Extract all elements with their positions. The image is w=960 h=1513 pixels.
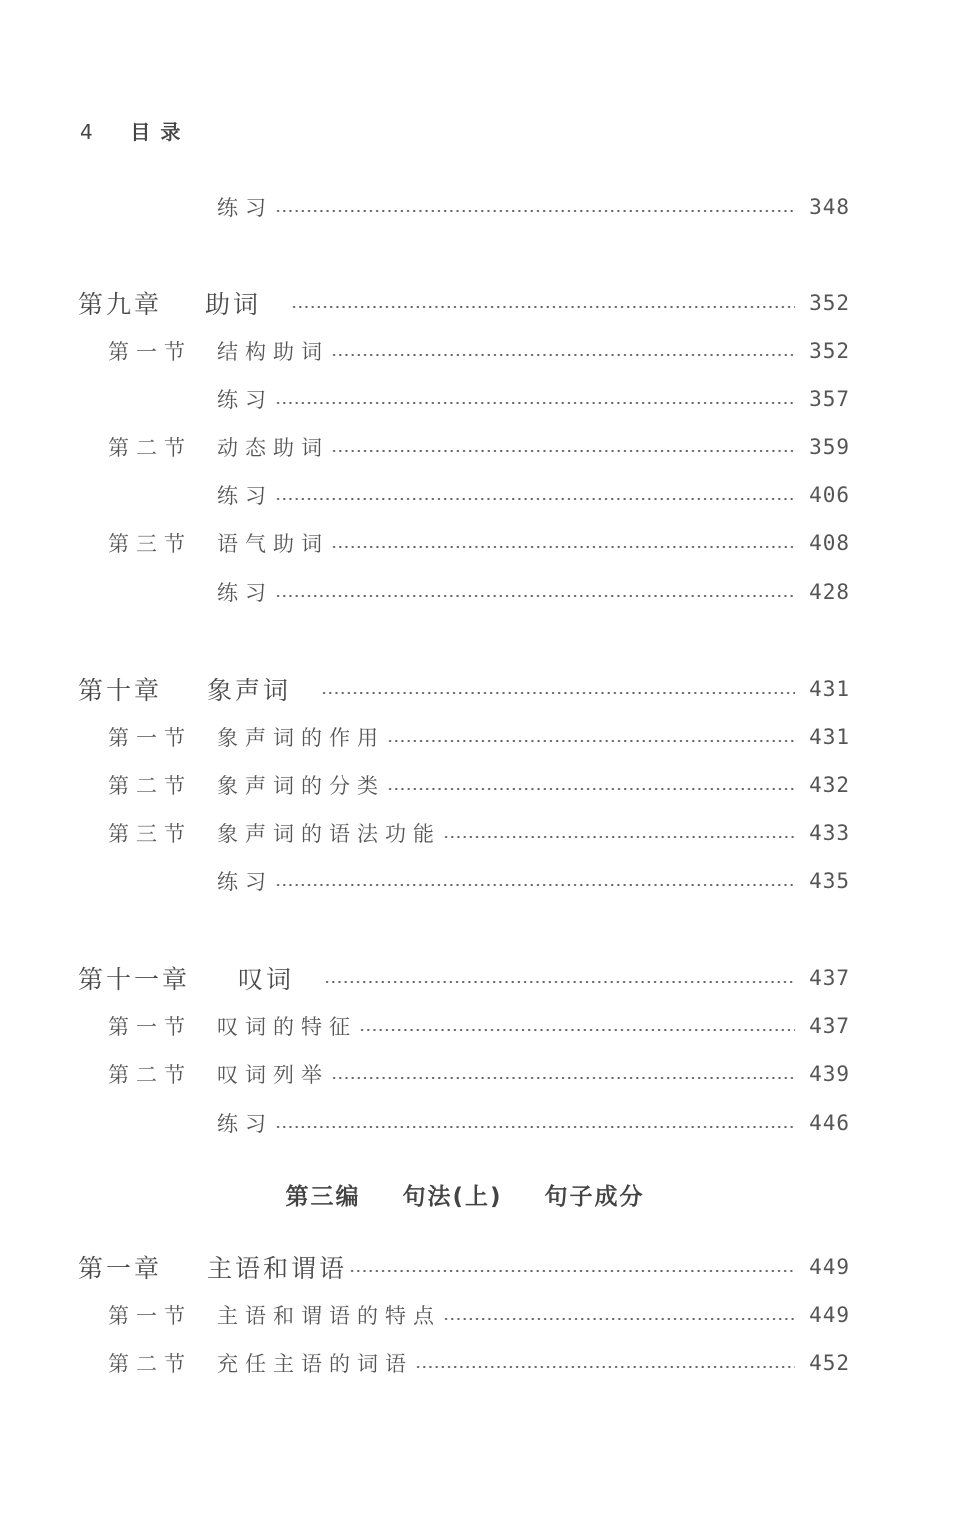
entry-page-number: 431 xyxy=(809,725,850,749)
entry-label: 第一节 xyxy=(108,726,192,750)
entry-title: 象声词的语法功能 xyxy=(217,822,441,846)
toc-entry-practice[interactable] xyxy=(0,478,850,512)
entry-title: 主语和谓语的特点 xyxy=(217,1304,441,1328)
entry-title: 主语和谓语 xyxy=(207,1254,348,1283)
entry-page-number: 408 xyxy=(809,531,850,555)
entry-title: 充任主语的词语 xyxy=(217,1352,413,1376)
toc-entry-chapter[interactable] xyxy=(0,672,850,706)
entry-label: 第一节 xyxy=(108,1304,192,1328)
dot-leader xyxy=(291,306,795,308)
page-number: 4 xyxy=(80,120,93,144)
dot-leader xyxy=(415,1366,795,1368)
dot-leader xyxy=(387,740,795,742)
entry-label: 第二节 xyxy=(108,774,192,798)
entry-page-number: 431 xyxy=(809,677,850,701)
entry-title: 叹词 xyxy=(238,965,295,994)
toc-entry-section[interactable] xyxy=(0,334,850,368)
dot-leader xyxy=(275,402,795,404)
dot-leader xyxy=(331,546,795,548)
dot-leader xyxy=(443,836,795,838)
entry-page-number: 359 xyxy=(809,435,850,459)
entry-label: 第二节 xyxy=(108,1063,192,1087)
toc-entry-section[interactable] xyxy=(0,768,850,802)
header-title: 目录 xyxy=(130,120,191,144)
toc-entry-practice[interactable] xyxy=(0,1106,850,1140)
toc-entry-section[interactable] xyxy=(0,1298,850,1332)
entry-page-number: 433 xyxy=(809,821,850,845)
entry-label: 第九章 xyxy=(78,290,163,319)
toc-entry-chapter[interactable] xyxy=(0,1250,850,1284)
dot-leader xyxy=(275,210,795,212)
dot-leader xyxy=(324,981,795,983)
toc-entry-practice[interactable] xyxy=(0,575,850,609)
entry-label: 第二节 xyxy=(108,436,192,460)
dot-leader xyxy=(275,884,795,886)
dot-leader xyxy=(387,788,795,790)
toc-entry-chapter[interactable] xyxy=(0,961,850,995)
entry-title: 练习 xyxy=(217,196,273,220)
dot-leader xyxy=(359,1029,795,1031)
entry-page-number: 352 xyxy=(809,339,850,363)
dot-leader xyxy=(443,1318,795,1320)
entry-page-number: 348 xyxy=(809,195,850,219)
entry-label: 第二节 xyxy=(108,1352,192,1376)
entry-page-number: 437 xyxy=(809,966,850,990)
toc-entry-chapter[interactable] xyxy=(0,286,850,320)
entry-title: 练习 xyxy=(217,484,273,508)
dot-leader xyxy=(275,595,795,597)
entry-page-number: 357 xyxy=(809,387,850,411)
entry-title: 叹词的特征 xyxy=(217,1015,357,1039)
entry-page-number: 428 xyxy=(809,580,850,604)
toc-entry-section[interactable] xyxy=(0,526,850,560)
toc-entry-section[interactable] xyxy=(0,1057,850,1091)
entry-title: 语气助词 xyxy=(217,532,329,556)
entry-title: 象声词的作用 xyxy=(217,726,385,750)
entry-page-number: 435 xyxy=(809,869,850,893)
entry-label: 第三节 xyxy=(108,532,192,556)
dot-leader xyxy=(321,692,795,694)
toc-entry-practice[interactable] xyxy=(0,864,850,898)
entry-label: 第十一章 xyxy=(78,965,191,994)
entry-label: 第三节 xyxy=(108,822,192,846)
toc-entry-section[interactable] xyxy=(0,816,850,850)
entry-title: 练习 xyxy=(217,1112,273,1136)
toc-entry-practice[interactable] xyxy=(0,382,850,416)
entry-title: 练习 xyxy=(217,870,273,894)
entry-page-number: 449 xyxy=(809,1255,850,1279)
toc-entry-section[interactable] xyxy=(0,1346,850,1380)
entry-label: 第十章 xyxy=(78,676,163,705)
entry-title: 练习 xyxy=(217,581,273,605)
toc-entry-section[interactable] xyxy=(0,430,850,464)
dot-leader xyxy=(331,450,795,452)
entry-page-number: 449 xyxy=(809,1303,850,1327)
entry-page-number: 452 xyxy=(809,1351,850,1375)
part-heading xyxy=(0,1178,930,1211)
entry-title: 动态助词 xyxy=(217,436,329,460)
toc-entry-section[interactable] xyxy=(0,720,850,754)
part-subtitle: 句子成分 xyxy=(544,1184,645,1210)
dot-leader xyxy=(349,1270,795,1272)
dot-leader xyxy=(331,354,795,356)
toc-entry-section[interactable] xyxy=(0,1009,850,1043)
dot-leader xyxy=(275,1126,795,1128)
entry-page-number: 446 xyxy=(809,1111,850,1135)
entry-page-number: 432 xyxy=(809,773,850,797)
part-number: 第三编 xyxy=(285,1184,361,1210)
dot-leader xyxy=(331,1077,795,1079)
entry-title: 练习 xyxy=(217,388,273,412)
toc-entry-practice[interactable] xyxy=(0,190,850,224)
entry-title: 象声词 xyxy=(207,676,292,705)
entry-title: 助词 xyxy=(205,290,262,319)
entry-label: 第一章 xyxy=(78,1254,163,1283)
entry-title: 结构助词 xyxy=(217,340,329,364)
entry-label: 第一节 xyxy=(108,340,192,364)
part-name: 句法(上) xyxy=(402,1184,503,1210)
entry-page-number: 439 xyxy=(809,1062,850,1086)
running-header xyxy=(80,116,190,145)
entry-page-number: 406 xyxy=(809,483,850,507)
entry-page-number: 352 xyxy=(809,291,850,315)
dot-leader xyxy=(275,498,795,500)
entry-title: 象声词的分类 xyxy=(217,774,385,798)
entry-page-number: 437 xyxy=(809,1014,850,1038)
entry-title: 叹词列举 xyxy=(217,1063,329,1087)
entry-label: 第一节 xyxy=(108,1015,192,1039)
